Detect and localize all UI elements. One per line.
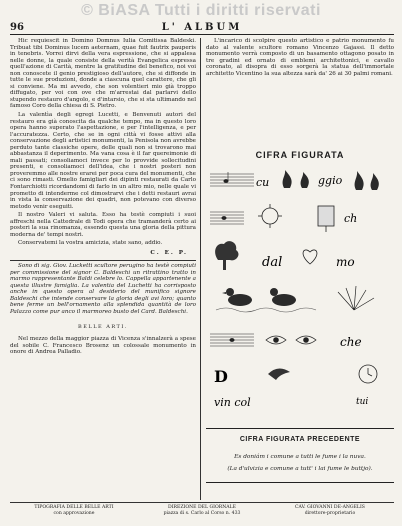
page-header — [10, 22, 394, 35]
paragraph: L'incarico di scolpire questo artistico e patrio monumento fu dato al valente scultore romano Vincenzo Gajassi. Il detto monumento verrà composto di un basamento ottagono posato in tre gradini ed ornato di emblemi architettonici, e cavallo coronato, al disopra di esso sorgerà la statua dell'immortale architetto Vicentino la sua altezza sarà da' 26 ai 30 palmi romani. — [206, 38, 394, 77]
flame-icon — [283, 170, 309, 188]
watermark: © BiASA Tutti i diritti riservati — [81, 2, 321, 19]
footer-line: TIPOGRAFIA DELLE BELLE ARTI — [34, 505, 114, 510]
footer-line: con approvazione — [53, 511, 95, 516]
rebus-word: mo — [336, 255, 355, 269]
paragraph: Nel mezzo della maggior piazza di Vicenza s'innalzerà a spese del sobile C. Francesco Brosenz un colossale monumento in onore di Andrea Palladio. — [10, 336, 196, 356]
footer-line: piazza di s. Carlo al Corso n. 433 — [163, 511, 241, 516]
paragraph: La valentìa degli egregi Lucetti, e Benvenuti autori del restauro era già conoscita da qualche tempo, ma in questo loro opera hanno superato l'aspettazione, e per l'intelligenza, e per l'accuratezza. Certo, che se in ogni città vi fosse attivi alla conservazione degli artistici monumenti, la Penisola non avrebbe perduto tante classiche opere, delle quali non si trovarono mai abbastanza il deperimento. Ma vana cosa è il far quereimonie di mali passati; consoliamoci invece per lo provvide sollecitudini presenti, e consoliamoci dell'idea, che i nostri posteri non proveremmo alle nostre erarei per poca cura del monumenti, che ci sono rimasti. Omelio famigliari dei dipinti restaurati da Carlo Fontarchiotti ricordandomi di farlo in un altro mio, nelle quale vi prometto di intenderme col dimostrarvi che i detti restauri avrai in vista la conservazione dei quadri, non potevano con diverso metodo venir eseguiti. — [10, 112, 196, 210]
page-title: L' ALBUM — [161, 22, 243, 33]
column-divider — [200, 38, 201, 500]
rebus-word: ch — [344, 212, 358, 225]
flame-icon — [355, 171, 379, 190]
rebus-word: che — [340, 335, 362, 349]
rebus-word: ggio — [318, 174, 343, 187]
rebus-word: dal — [262, 255, 283, 270]
clock-icon — [359, 365, 377, 383]
bird-icon — [268, 368, 290, 380]
sun-icon — [258, 204, 282, 228]
tree-icon — [215, 241, 238, 270]
fan-icon — [338, 286, 374, 310]
footer-direction — [138, 505, 266, 517]
divider — [206, 482, 394, 483]
paragraph: Il nostro Valeri vi saluta. Esso ha testè compiuti i suoi affreschi nella Cattedrale di Todi opera che tramanderà certo ai posteri la sua rinomanza, essendo questa una gloria della pittura moderna de' tempi nostri. — [10, 212, 196, 238]
paragraph: Hic requiescit in Domino Domnus Iulia Comitissa Baldeski. Tribuat tibi Dominus lucem aeternam, quae fuit fautrix pauperis in tenebris. Vorrei dirvi della vera espressione, che si appalesa nelle donne, la quale consiste della verità Evangelica espressa quell'azione di Carità, mentre la gratitudine del benefico, noi voi non conoscete il genio prestigioso dell'autore, che si diffonde in tutte le sue produzioni, donde a ciascuna quel carattere, che gli si conviene. Ma mi avvedo, che son volentieri mio già troppo diffugato, per voi con ove che m'arrestai dal parlarvi dello stupendo restauro d'angolo, e d'intarsio, che si sta ultimando nel famoso Coro della chiesa di S. Pietro. — [10, 38, 196, 110]
footer-director — [266, 505, 394, 517]
previous-puzzle-text: Es doniám i comune a tutti le fume i la nuva. — [234, 454, 366, 460]
rebus-word: D — [214, 367, 228, 386]
right-column — [206, 38, 394, 79]
divider — [10, 260, 196, 261]
music-staff-icon — [210, 334, 254, 346]
music-staff-icon — [210, 212, 244, 224]
left-column — [10, 38, 196, 358]
rebus-puzzle — [206, 168, 394, 418]
page-footer — [10, 502, 394, 525]
sign-board-icon — [318, 206, 334, 232]
rebus-word: vin col — [214, 396, 251, 409]
rebus-illustration — [206, 168, 394, 418]
footer-line: CAV. GIOVANNI DE-ANGELIS — [295, 505, 365, 510]
signature: C. E. P. — [150, 249, 188, 256]
divider — [206, 428, 394, 429]
footer-printer — [10, 505, 138, 517]
footer-line: DIREZIONE DEL GIORNALE — [168, 505, 236, 510]
rebus-word: tui — [356, 397, 369, 407]
section-heading: BELLE ARTI. — [78, 323, 128, 330]
heart-icon — [303, 250, 317, 264]
footer-line: direttore-proprietario — [304, 511, 356, 516]
puzzle-title: CIFRA FIGURATA — [255, 150, 345, 160]
waves-icon — [216, 308, 316, 312]
duck-icon — [222, 288, 296, 306]
note-paragraph: Sono di sig. Giov. Lucketti scultore perugino ha testè compiuti per commissione del signor C. Baldeschi un ritrattino tratto in marmo rappresentante Baldi celebre lo. Cappella appartenente a questa illustre famiglia. La valentia del Luchetti ha corrisposto anche in questo opera al desiderio del munifico signore Baldeschi che intende conservare la gloria degli avi loro; quanto bene ferme un bell'ornamento alla splendida quantità de loro Palazzo come pur anco il marmoreo busto del Card. Baldeschi. — [10, 263, 196, 316]
paragraph: Conservatemi la vostra amicizia, state sano, addio. — [18, 240, 163, 247]
rebus-word: cu — [256, 176, 270, 189]
previous-puzzle-title: CIFRA FIGURATA PRECEDENTE — [239, 436, 361, 443]
music-staff-icon — [210, 172, 254, 186]
previous-puzzle-solution: (La d'ulvizia e comune a tutt' i lai fume le buttjo). — [227, 466, 373, 472]
page-number: 96 — [10, 22, 24, 33]
eye-icon — [266, 336, 316, 344]
